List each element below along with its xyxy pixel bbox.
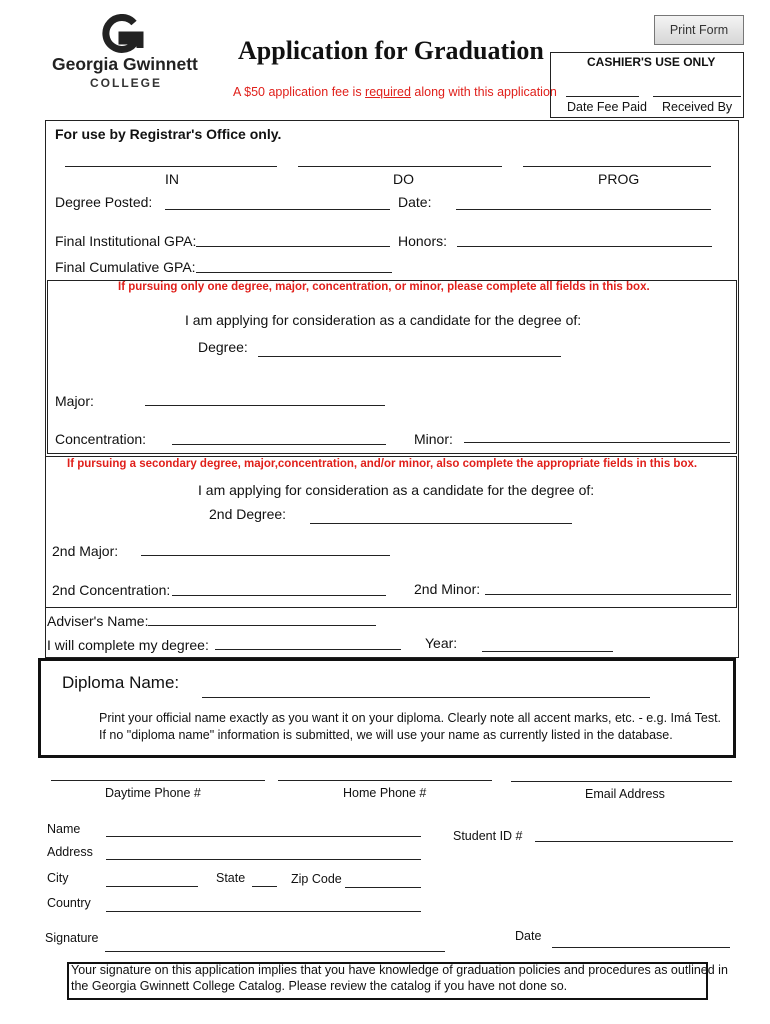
second-concentration-label: 2nd Concentration: [52,582,171,598]
address-label: Address [47,845,93,859]
email-field[interactable] [511,781,732,782]
concentration-field[interactable] [172,444,386,445]
complete-degree-label: I will complete my degree: [47,637,209,653]
home-phone-label: Home Phone # [343,786,427,800]
student-id-label: Student ID # [453,829,523,843]
second-concentration-field[interactable] [172,595,386,596]
page-title: Application for Graduation [238,36,544,65]
fee-notice-required: required [365,85,411,99]
daytime-phone-label: Daytime Phone # [105,786,201,800]
final-inst-gpa-label: Final Institutional GPA: [55,233,197,249]
country-field[interactable] [106,911,421,912]
degree-posted-field[interactable] [165,209,390,210]
complete-degree-field[interactable] [215,649,401,650]
registrar-title: For use by Registrar's Office only. [55,126,282,142]
cashier-title: CASHIER'S USE ONLY [587,55,716,69]
cashier-box [550,52,744,118]
degree-field[interactable] [258,356,561,357]
logo-text-main: Georgia Gwinnett [52,54,198,74]
home-phone-field[interactable] [278,780,492,781]
prog-label: PROG [598,171,640,187]
degree-posted-label: Degree Posted: [55,194,153,210]
city-label: City [47,871,69,885]
student-id-field[interactable] [535,841,733,842]
major-label: Major: [55,393,94,409]
diploma-instructions-2: If no "diploma name" information is submitted, we will use your name as currently listed in the database. [99,728,673,742]
city-field[interactable] [106,886,198,887]
zip-field[interactable] [345,887,421,888]
secondary-notice: If pursuing a secondary degree, major,concentration, and/or minor, also complete the appropriate fields in this box. [67,458,698,470]
print-form-button[interactable]: Print Form [654,15,744,45]
degree-label: Degree: [198,339,248,355]
final-inst-gpa-field[interactable] [196,246,390,247]
second-degree-label: 2nd Degree: [209,506,287,522]
fee-notice-post: along with this application [410,85,557,99]
primary-applying-text: I am applying for consideration as a candidate for the degree of: [185,312,582,328]
primary-degree-box [47,280,737,454]
state-field[interactable] [252,886,277,887]
in-field[interactable] [65,166,277,167]
final-cum-gpa-label: Final Cumulative GPA: [55,259,196,275]
final-cum-gpa-field[interactable] [196,272,392,273]
in-label: IN [165,171,179,187]
honors-field[interactable] [457,246,712,247]
second-minor-label: 2nd Minor: [414,581,481,597]
primary-notice: If pursuing only one degree, major, concentration, or minor, please complete all fields in this box. [118,281,650,293]
year-label: Year: [425,635,458,651]
date-label: Date [515,929,542,943]
date-fee-paid-field[interactable] [566,96,639,97]
email-label: Email Address [585,787,665,801]
second-degree-field[interactable] [310,523,572,524]
signature-label: Signature [45,931,99,945]
second-major-field[interactable] [141,555,390,556]
fee-notice [233,85,557,99]
logo-g-icon [96,14,146,54]
logo-text-sub: COLLEGE [90,76,163,90]
diploma-name-label: Diploma Name: [62,673,180,692]
daytime-phone-field[interactable] [51,780,265,781]
do-label: DO [393,171,414,187]
signature-field[interactable] [105,951,445,952]
signature-notice-line1: Your signature on this application implies that you have knowledge of graduation policies and procedures as outlined in [71,963,728,977]
state-label: State [216,871,246,885]
minor-field[interactable] [464,442,730,443]
registrar-date-field[interactable] [456,209,711,210]
address-field[interactable] [106,859,421,860]
date-fee-paid-label: Date Fee Paid [567,100,647,114]
adviser-name-field[interactable] [148,625,376,626]
fee-notice-pre: A $50 application fee is [233,85,366,99]
minor-label: Minor: [414,431,453,447]
date-field[interactable] [552,947,730,948]
signature-notice-line2: the Georgia Gwinnett College Catalog. Please review the catalog if you have not done so. [71,979,568,993]
name-label: Name [47,822,81,836]
secondary-applying-text: I am applying for consideration as a candidate for the degree of: [198,482,595,498]
prog-field[interactable] [523,166,711,167]
adviser-name-label: Adviser's Name: [47,613,149,629]
received-by-label: Received By [662,100,733,114]
zip-label: Zip Code [291,872,342,886]
received-by-field[interactable] [653,96,741,97]
major-field[interactable] [145,405,385,406]
country-label: Country [47,896,91,910]
second-major-label: 2nd Major: [52,543,119,559]
name-field[interactable] [106,836,421,837]
diploma-instructions-1: Print your official name exactly as you want it on your diploma. Clearly note all accent marks, etc. - e.g. Imá Test. [99,711,722,725]
concentration-label: Concentration: [55,431,147,447]
diploma-name-field[interactable] [202,697,650,698]
registrar-date-label: Date: [398,194,432,210]
year-field[interactable] [482,651,613,652]
second-minor-field[interactable] [485,594,731,595]
do-field[interactable] [298,166,502,167]
college-logo [50,14,200,94]
honors-label: Honors: [398,233,448,249]
